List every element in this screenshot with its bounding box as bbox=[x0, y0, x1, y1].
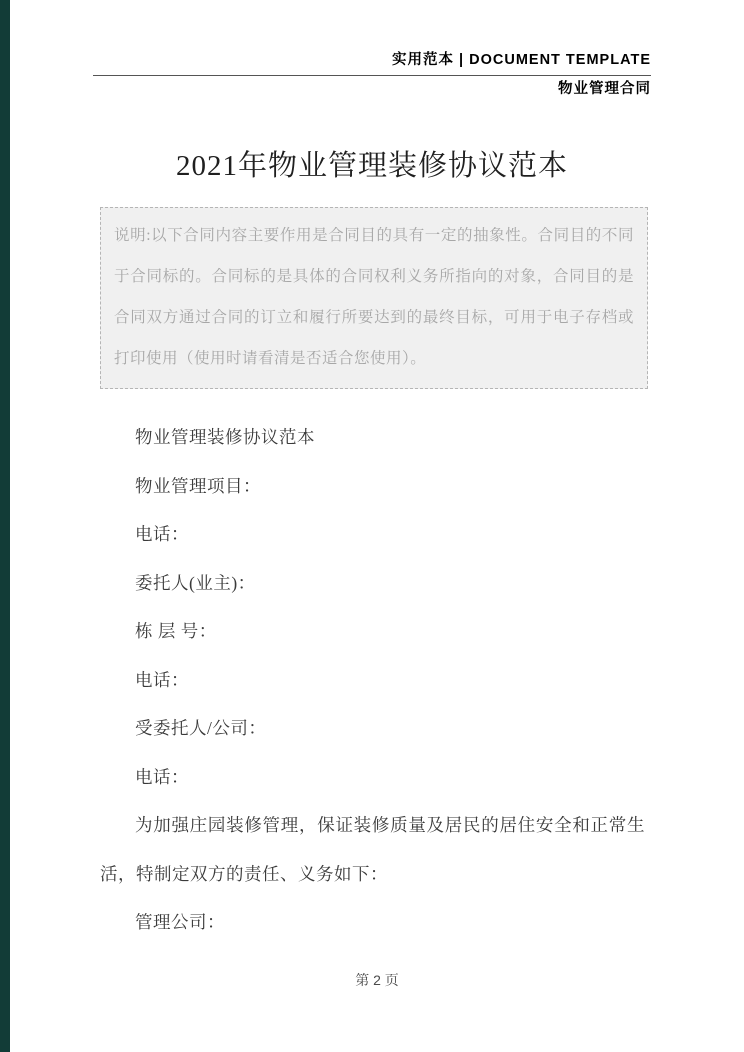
body-line: 委托人(业主)： bbox=[135, 572, 256, 593]
page-header bbox=[0, 0, 744, 99]
notice-box bbox=[100, 207, 648, 389]
document-body bbox=[100, 413, 645, 947]
body-line: 电话： bbox=[135, 766, 189, 787]
header-brand: 实用范本 | DOCUMENT TEMPLATE bbox=[392, 52, 651, 68]
body-line: 电话： bbox=[135, 524, 189, 544]
header-subtitle: 物业管理合同 bbox=[558, 81, 651, 97]
page-number: 第 2 页 bbox=[355, 972, 399, 988]
left-accent-bar bbox=[0, 0, 10, 1052]
body-line: 物业管理装修协议范本 bbox=[135, 427, 315, 447]
body-line: 栋 层 号： bbox=[135, 621, 217, 641]
page-footer bbox=[10, 970, 744, 990]
header-divider bbox=[93, 75, 651, 76]
document-title: 2021年物业管理装修协议范本 bbox=[175, 150, 568, 182]
body-line: 管理公司： bbox=[135, 912, 225, 932]
body-line: 物业管理项目： bbox=[135, 475, 261, 496]
body-line: 为加强庄园装修管理，保证装修质量及居民的居住安全和正常生活，特制定双方的责任、义务如下： bbox=[100, 815, 645, 884]
notice-text: 说明:以下合同内容主要作用是合同目的具有一定的抽象性。合同目的不同于合同标的。合同标的是具体的合同权利义务所指向的对象，合同目的是合同双方通过合同的订立和履行所要达到的最终目标，可用于电子存档或打印使用（使用时请看清是否适合您使用）。 bbox=[114, 227, 634, 367]
body-line: 受委托人/公司： bbox=[135, 718, 267, 738]
body-line: 电话： bbox=[135, 669, 189, 690]
